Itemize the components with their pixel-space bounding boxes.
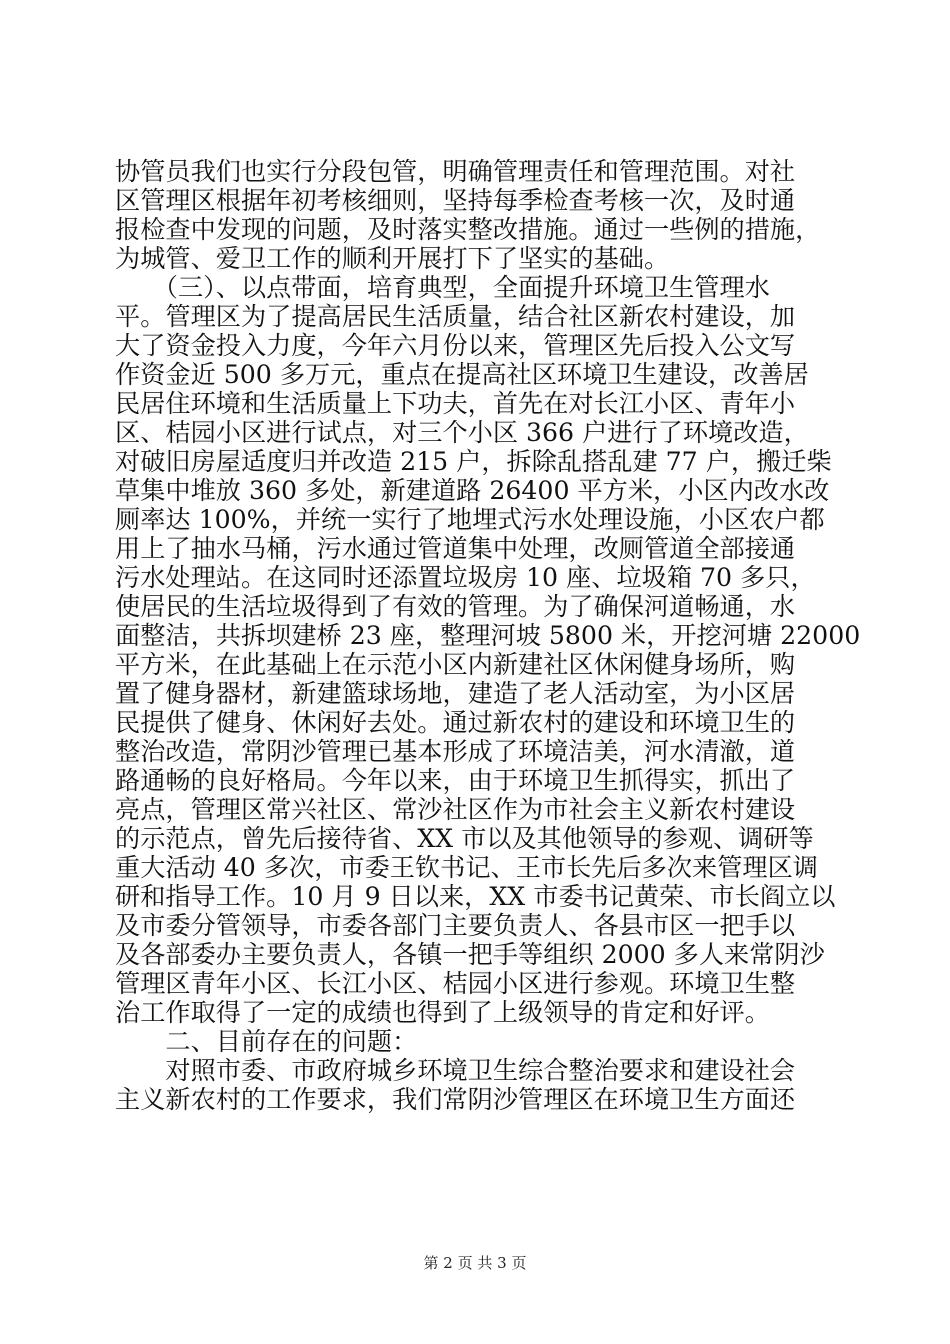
text-line: 用上了抽水马桶，污水通过管道集中处理，改厕管道全部接通 bbox=[115, 534, 796, 563]
text-line: 整治改造，常阴沙管理已基本形成了环境洁美，河水清澈，道 bbox=[115, 737, 796, 766]
text-line: 路通畅的良好格局。今年以来，由于环境卫生抓得实，抓出了 bbox=[115, 766, 796, 795]
text-line: 治工作取得了一定的成绩也得到了上级领导的肯定和好评。 bbox=[115, 998, 770, 1027]
text-line: 民居住环境和生活质量上下功夫，首先在对长江小区、青年小 bbox=[115, 389, 796, 418]
text-line: 研和指导工作。10 月 9 日以来，XX 市委书记黄荣、市长阎立以 bbox=[115, 882, 836, 911]
text-line: 平。管理区为了提高居民生活质量，结合社区新农村建设，加 bbox=[115, 302, 796, 331]
text-line: 大了资金投入力度，今年六月份以来，管理区先后投入公文写 bbox=[115, 331, 796, 360]
text-line: 为城管、爱卫工作的顺利开展打下了坚实的基础。 bbox=[115, 244, 670, 273]
text-line: 区管理区根据年初考核细则，坚持每季检查考核一次，及时通 bbox=[115, 186, 796, 215]
text-line: 区、桔园小区进行试点，对三个小区 366 户进行了环境改造， bbox=[115, 418, 809, 447]
text-line: 置了健身器材，新建篮球场地，建造了老人活动室，为小区居 bbox=[115, 679, 796, 708]
text-line: 协管员我们也实行分段包管，明确管理责任和管理范围。对社 bbox=[115, 157, 796, 186]
text-line: 二、目前存在的问题： bbox=[115, 1027, 418, 1056]
text-line: 污水处理站。在这同时还添置垃圾房 10 座、垃圾箱 70 多只， bbox=[115, 563, 816, 592]
text-line: 民提供了健身、休闲好去处。通过新农村的建设和环境卫生的 bbox=[115, 708, 796, 737]
text-line: 报检查中发现的问题，及时落实整改措施。通过一些例的措施， bbox=[115, 215, 821, 244]
text-line: 及市委分管领导，市委各部门主要负责人、各县市区一把手以 bbox=[115, 911, 796, 940]
text-line: 作资金近 500 多万元，重点在提高社区环境卫生建设，改善居 bbox=[115, 360, 809, 389]
text-line: 及各部委办主要负责人，各镇一把手等组织 2000 多人来常阴沙 bbox=[115, 940, 825, 969]
text-line: 使居民的生活垃圾得到了有效的管理。为了确保河道畅通，水 bbox=[115, 592, 796, 621]
text-line: 重大活动 40 多次，市委王钦书记、王市长先后多次来管理区调 bbox=[115, 853, 818, 882]
text-line: 亮点，管理区常兴社区、常沙社区作为市社会主义新农村建设 bbox=[115, 795, 796, 824]
text-line: 面整洁，共拆坝建桥 23 座，整理河坡 5800 米，开挖河塘 22000 bbox=[115, 621, 861, 650]
text-line: 厕率达 100%，并统一实行了地埋式污水处理设施，小区农户都 bbox=[115, 505, 825, 534]
text-line: 主义新农村的工作要求，我们常阴沙管理区在环境卫生方面还 bbox=[115, 1085, 796, 1114]
text-line: 草集中堆放 360 多处，新建道路 26400 平方米，小区内改水改 bbox=[115, 476, 830, 505]
text-line: 对照市委、市政府城乡环境卫生综合整治要求和建设社会 bbox=[115, 1056, 796, 1085]
text-line: 对破旧房屋适度归并改造 215 户，拆除乱搭乱建 77 户，搬迁柴 bbox=[115, 447, 832, 476]
text-line: 的示范点，曾先后接待省、XX 市以及其他领导的参观、调研等 bbox=[115, 824, 814, 853]
page-footer: 第 2 页 共 3 页 bbox=[423, 1254, 527, 1272]
text-line: 管理区青年小区、长江小区、桔园小区进行参观。环境卫生整 bbox=[115, 969, 796, 998]
text-line: （三）、以点带面，培育典型，全面提升环境卫生管理水 bbox=[115, 273, 770, 302]
text-line: 平方米，在此基础上在示范小区内新建社区休闲健身场所，购 bbox=[115, 650, 796, 679]
